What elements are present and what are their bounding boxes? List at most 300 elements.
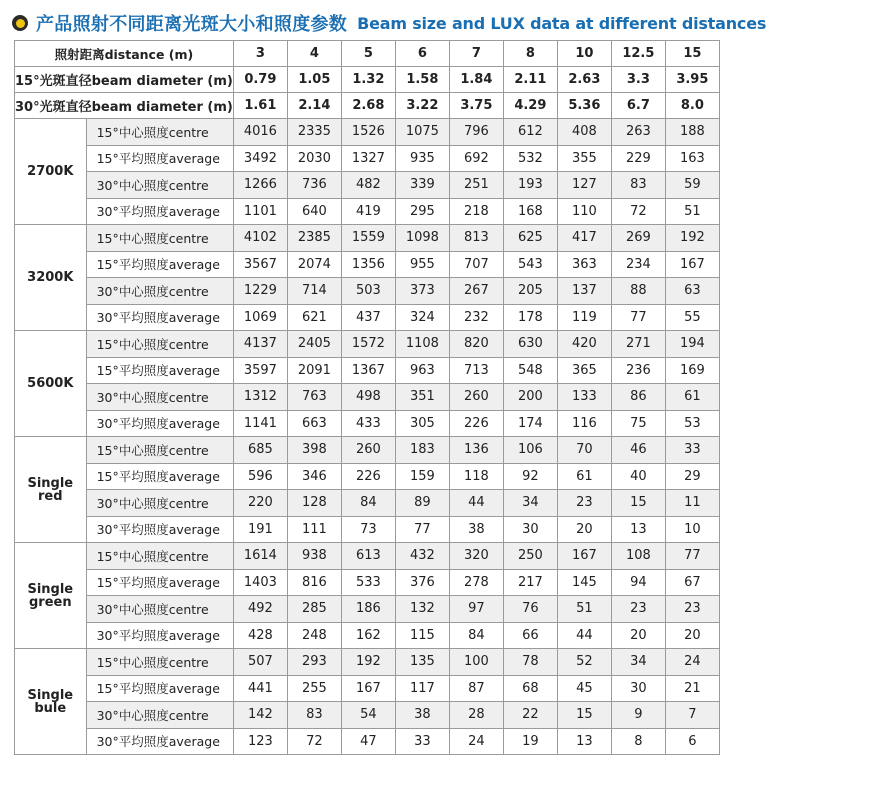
lux-value-cell: 1614 (233, 543, 287, 570)
lux-value-cell: 191 (233, 516, 287, 543)
lux-value-cell: 84 (449, 622, 503, 649)
lux-value-cell: 533 (341, 569, 395, 596)
lux-value-cell: 46 (611, 437, 665, 464)
lux-value-cell: 613 (341, 543, 395, 570)
group-label: 3200K (15, 225, 87, 331)
title-chinese: 产品照射不同距离光斑大小和照度参数 (36, 14, 348, 35)
lux-data-table (14, 40, 720, 755)
lux-row-label: 15°中心照度centre (86, 543, 233, 570)
lux-row-label: 15°中心照度centre (86, 119, 233, 146)
lux-value-cell: 194 (665, 331, 719, 358)
lux-value-cell: 8 (611, 728, 665, 755)
bullet-dot-icon (12, 15, 28, 31)
lux-value-cell: 1403 (233, 569, 287, 596)
lux-row-label: 15°平均照度average (86, 145, 233, 172)
lux-value-cell: 6 (665, 728, 719, 755)
lux-value-cell: 1098 (395, 225, 449, 252)
beam-diameter-cell: 3.95 (665, 67, 719, 93)
lux-value-cell: 714 (287, 278, 341, 305)
lux-row-label: 30°平均照度average (86, 516, 233, 543)
lux-value-cell: 15 (557, 702, 611, 729)
lux-value-cell: 736 (287, 172, 341, 199)
lux-value-cell: 796 (449, 119, 503, 146)
lux-row (15, 145, 720, 172)
lux-value-cell: 1526 (341, 119, 395, 146)
beam-diameter-cell: 1.61 (233, 93, 287, 119)
lux-value-cell: 135 (395, 649, 449, 676)
lux-value-cell: 70 (557, 437, 611, 464)
lux-value-cell: 123 (233, 728, 287, 755)
group-label: Single red (15, 437, 87, 543)
lux-value-cell: 305 (395, 410, 449, 437)
beam-diameter-cell: 2.63 (557, 67, 611, 93)
lux-value-cell: 136 (449, 437, 503, 464)
lux-value-cell: 816 (287, 569, 341, 596)
lux-value-cell: 503 (341, 278, 395, 305)
lux-row-label: 30°中心照度centre (86, 278, 233, 305)
lux-value-cell: 133 (557, 384, 611, 411)
beam-diameter-cell: 4.29 (503, 93, 557, 119)
lux-row (15, 490, 720, 517)
lux-value-cell: 685 (233, 437, 287, 464)
lux-value-cell: 118 (449, 463, 503, 490)
lux-value-cell: 4016 (233, 119, 287, 146)
lux-value-cell: 3597 (233, 357, 287, 384)
beam-diameter-row (15, 67, 720, 93)
lux-value-cell: 441 (233, 675, 287, 702)
beam-diameter-label: 15°光斑直径beam diameter (m) (15, 67, 234, 93)
lux-value-cell: 1327 (341, 145, 395, 172)
lux-value-cell: 38 (449, 516, 503, 543)
lux-value-cell: 532 (503, 145, 557, 172)
lux-value-cell: 61 (665, 384, 719, 411)
header-distance-cell: 5 (341, 41, 395, 67)
lux-value-cell: 373 (395, 278, 449, 305)
header-distance-cell: 3 (233, 41, 287, 67)
lux-value-cell: 4102 (233, 225, 287, 252)
beam-diameter-label: 30°光斑直径beam diameter (m) (15, 93, 234, 119)
lux-row (15, 543, 720, 570)
lux-value-cell: 663 (287, 410, 341, 437)
lux-row (15, 384, 720, 411)
lux-value-cell: 108 (611, 543, 665, 570)
lux-value-cell: 260 (449, 384, 503, 411)
lux-value-cell: 229 (611, 145, 665, 172)
lux-value-cell: 192 (341, 649, 395, 676)
lux-value-cell: 23 (557, 490, 611, 517)
lux-value-cell: 263 (611, 119, 665, 146)
lux-value-cell: 417 (557, 225, 611, 252)
lux-value-cell: 1356 (341, 251, 395, 278)
lux-value-cell: 116 (557, 410, 611, 437)
lux-value-cell: 820 (449, 331, 503, 358)
lux-value-cell: 938 (287, 543, 341, 570)
lux-value-cell: 2091 (287, 357, 341, 384)
lux-value-cell: 163 (665, 145, 719, 172)
lux-value-cell: 34 (503, 490, 557, 517)
lux-value-cell: 33 (395, 728, 449, 755)
lux-value-cell: 955 (395, 251, 449, 278)
lux-value-cell: 24 (449, 728, 503, 755)
lux-row-label: 15°中心照度centre (86, 437, 233, 464)
lux-value-cell: 119 (557, 304, 611, 331)
lux-value-cell: 188 (665, 119, 719, 146)
lux-value-cell: 28 (449, 702, 503, 729)
lux-value-cell: 51 (665, 198, 719, 225)
lux-value-cell: 250 (503, 543, 557, 570)
lux-value-cell: 72 (611, 198, 665, 225)
lux-value-cell: 1312 (233, 384, 287, 411)
lux-value-cell: 220 (233, 490, 287, 517)
lux-value-cell: 115 (395, 622, 449, 649)
lux-value-cell: 192 (665, 225, 719, 252)
lux-value-cell: 178 (503, 304, 557, 331)
lux-value-cell: 76 (503, 596, 557, 623)
lux-value-cell: 167 (557, 543, 611, 570)
lux-row (15, 198, 720, 225)
lux-value-cell: 285 (287, 596, 341, 623)
lux-value-cell: 1101 (233, 198, 287, 225)
lux-value-cell: 278 (449, 569, 503, 596)
lux-row (15, 251, 720, 278)
lux-value-cell: 183 (395, 437, 449, 464)
lux-value-cell: 169 (665, 357, 719, 384)
header-distance-cell: 6 (395, 41, 449, 67)
lux-value-cell: 1229 (233, 278, 287, 305)
lux-value-cell: 226 (449, 410, 503, 437)
lux-value-cell: 40 (611, 463, 665, 490)
lux-value-cell: 33 (665, 437, 719, 464)
lux-row-label: 30°平均照度average (86, 410, 233, 437)
lux-value-cell: 75 (611, 410, 665, 437)
lux-value-cell: 20 (557, 516, 611, 543)
lux-value-cell: 78 (503, 649, 557, 676)
lux-value-cell: 24 (665, 649, 719, 676)
lux-value-cell: 2405 (287, 331, 341, 358)
lux-row-label: 30°中心照度centre (86, 596, 233, 623)
lux-row-label: 30°平均照度average (86, 622, 233, 649)
lux-value-cell: 935 (395, 145, 449, 172)
lux-value-cell: 87 (449, 675, 503, 702)
lux-value-cell: 226 (341, 463, 395, 490)
lux-value-cell: 29 (665, 463, 719, 490)
lux-value-cell: 77 (395, 516, 449, 543)
lux-value-cell: 625 (503, 225, 557, 252)
lux-row-label: 15°平均照度average (86, 251, 233, 278)
lux-value-cell: 376 (395, 569, 449, 596)
lux-value-cell: 498 (341, 384, 395, 411)
lux-value-cell: 630 (503, 331, 557, 358)
lux-value-cell: 167 (341, 675, 395, 702)
lux-value-cell: 193 (503, 172, 557, 199)
beam-diameter-cell: 3.22 (395, 93, 449, 119)
beam-diameter-cell: 0.79 (233, 67, 287, 93)
lux-value-cell: 482 (341, 172, 395, 199)
header-distance-cell: 15 (665, 41, 719, 67)
lux-row (15, 728, 720, 755)
lux-value-cell: 97 (449, 596, 503, 623)
header-distance-label: 照射距离distance (m) (15, 41, 234, 67)
lux-value-cell: 63 (665, 278, 719, 305)
lux-value-cell: 84 (341, 490, 395, 517)
lux-value-cell: 11 (665, 490, 719, 517)
lux-row-label: 30°平均照度average (86, 198, 233, 225)
lux-value-cell: 543 (503, 251, 557, 278)
lux-value-cell: 9 (611, 702, 665, 729)
lux-value-cell: 59 (665, 172, 719, 199)
lux-value-cell: 1141 (233, 410, 287, 437)
beam-diameter-cell: 8.0 (665, 93, 719, 119)
lux-value-cell: 234 (611, 251, 665, 278)
lux-value-cell: 408 (557, 119, 611, 146)
group-label: 2700K (15, 119, 87, 225)
lux-value-cell: 44 (557, 622, 611, 649)
lux-value-cell: 437 (341, 304, 395, 331)
lux-value-cell: 596 (233, 463, 287, 490)
beam-diameter-cell: 2.14 (287, 93, 341, 119)
lux-value-cell: 117 (395, 675, 449, 702)
lux-row-label: 15°平均照度average (86, 463, 233, 490)
lux-value-cell: 168 (503, 198, 557, 225)
lux-value-cell: 142 (233, 702, 287, 729)
lux-value-cell: 355 (557, 145, 611, 172)
lux-value-cell: 67 (665, 569, 719, 596)
lux-value-cell: 2030 (287, 145, 341, 172)
lux-value-cell: 346 (287, 463, 341, 490)
lux-value-cell: 217 (503, 569, 557, 596)
lux-value-cell: 22 (503, 702, 557, 729)
lux-value-cell: 4137 (233, 331, 287, 358)
lux-value-cell: 640 (287, 198, 341, 225)
lux-value-cell: 30 (503, 516, 557, 543)
lux-value-cell: 398 (287, 437, 341, 464)
lux-value-cell: 271 (611, 331, 665, 358)
lux-value-cell: 293 (287, 649, 341, 676)
lux-value-cell: 83 (287, 702, 341, 729)
lux-value-cell: 232 (449, 304, 503, 331)
lux-value-cell: 363 (557, 251, 611, 278)
lux-value-cell: 1108 (395, 331, 449, 358)
lux-value-cell: 45 (557, 675, 611, 702)
lux-value-cell: 88 (611, 278, 665, 305)
lux-value-cell: 713 (449, 357, 503, 384)
lux-row-label: 30°中心照度centre (86, 384, 233, 411)
lux-value-cell: 110 (557, 198, 611, 225)
lux-row (15, 463, 720, 490)
beam-diameter-cell: 5.36 (557, 93, 611, 119)
group-label: Single bule (15, 649, 87, 755)
lux-value-cell: 100 (449, 649, 503, 676)
lux-value-cell: 15 (611, 490, 665, 517)
lux-value-cell: 20 (665, 622, 719, 649)
lux-value-cell: 1559 (341, 225, 395, 252)
lux-value-cell: 707 (449, 251, 503, 278)
lux-value-cell: 23 (665, 596, 719, 623)
lux-value-cell: 295 (395, 198, 449, 225)
lux-value-cell: 200 (503, 384, 557, 411)
lux-value-cell: 55 (665, 304, 719, 331)
lux-value-cell: 3567 (233, 251, 287, 278)
lux-value-cell: 77 (665, 543, 719, 570)
lux-value-cell: 1266 (233, 172, 287, 199)
lux-value-cell: 621 (287, 304, 341, 331)
lux-row (15, 119, 720, 146)
lux-value-cell: 351 (395, 384, 449, 411)
lux-value-cell: 51 (557, 596, 611, 623)
lux-value-cell: 162 (341, 622, 395, 649)
lux-value-cell: 83 (611, 172, 665, 199)
lux-row-label: 15°平均照度average (86, 675, 233, 702)
lux-row-label: 15°中心照度centre (86, 225, 233, 252)
lux-value-cell: 205 (503, 278, 557, 305)
lux-value-cell: 72 (287, 728, 341, 755)
lux-row-label: 30°中心照度centre (86, 490, 233, 517)
lux-value-cell: 255 (287, 675, 341, 702)
lux-value-cell: 47 (341, 728, 395, 755)
lux-row (15, 622, 720, 649)
lux-value-cell: 137 (557, 278, 611, 305)
lux-row-label: 15°平均照度average (86, 569, 233, 596)
lux-value-cell: 159 (395, 463, 449, 490)
lux-value-cell: 132 (395, 596, 449, 623)
beam-diameter-row (15, 93, 720, 119)
lux-value-cell: 94 (611, 569, 665, 596)
lux-value-cell: 251 (449, 172, 503, 199)
beam-diameter-cell: 3.3 (611, 67, 665, 93)
lux-value-cell: 248 (287, 622, 341, 649)
lux-value-cell: 432 (395, 543, 449, 570)
lux-value-cell: 52 (557, 649, 611, 676)
lux-value-cell: 492 (233, 596, 287, 623)
lux-value-cell: 218 (449, 198, 503, 225)
lux-value-cell: 167 (665, 251, 719, 278)
lux-value-cell: 128 (287, 490, 341, 517)
lux-value-cell: 145 (557, 569, 611, 596)
lux-value-cell: 186 (341, 596, 395, 623)
beam-diameter-cell: 6.7 (611, 93, 665, 119)
lux-value-cell: 1572 (341, 331, 395, 358)
lux-value-cell: 53 (665, 410, 719, 437)
lux-value-cell: 19 (503, 728, 557, 755)
lux-row (15, 596, 720, 623)
lux-value-cell: 23 (611, 596, 665, 623)
lux-value-cell: 106 (503, 437, 557, 464)
lux-row-label: 30°平均照度average (86, 304, 233, 331)
group-label: 5600K (15, 331, 87, 437)
lux-value-cell: 433 (341, 410, 395, 437)
lux-value-cell: 612 (503, 119, 557, 146)
lux-value-cell: 34 (611, 649, 665, 676)
beam-diameter-cell: 2.11 (503, 67, 557, 93)
lux-value-cell: 548 (503, 357, 557, 384)
header-distance-cell: 10 (557, 41, 611, 67)
lux-value-cell: 54 (341, 702, 395, 729)
lux-value-cell: 763 (287, 384, 341, 411)
lux-value-cell: 2385 (287, 225, 341, 252)
header-distance-cell: 7 (449, 41, 503, 67)
lux-value-cell: 692 (449, 145, 503, 172)
lux-value-cell: 92 (503, 463, 557, 490)
lux-value-cell: 419 (341, 198, 395, 225)
lux-row (15, 649, 720, 676)
lux-value-cell: 1367 (341, 357, 395, 384)
lux-row-label: 15°平均照度average (86, 357, 233, 384)
lux-row-label: 30°中心照度centre (86, 172, 233, 199)
lux-value-cell: 21 (665, 675, 719, 702)
beam-diameter-cell: 1.05 (287, 67, 341, 93)
lux-row (15, 331, 720, 358)
lux-value-cell: 260 (341, 437, 395, 464)
lux-value-cell: 61 (557, 463, 611, 490)
lux-value-cell: 236 (611, 357, 665, 384)
lux-row-label: 15°中心照度centre (86, 649, 233, 676)
lux-value-cell: 813 (449, 225, 503, 252)
lux-row (15, 675, 720, 702)
title-english: Beam size and LUX data at different distances (357, 13, 767, 33)
lux-value-cell: 89 (395, 490, 449, 517)
lux-row (15, 437, 720, 464)
lux-value-cell: 1069 (233, 304, 287, 331)
lux-row (15, 172, 720, 199)
lux-value-cell: 339 (395, 172, 449, 199)
header-row (15, 41, 720, 67)
lux-value-cell: 324 (395, 304, 449, 331)
header-distance-cell: 8 (503, 41, 557, 67)
lux-value-cell: 267 (449, 278, 503, 305)
lux-value-cell: 73 (341, 516, 395, 543)
lux-row (15, 278, 720, 305)
lux-value-cell: 30 (611, 675, 665, 702)
lux-row (15, 410, 720, 437)
beam-diameter-cell: 3.75 (449, 93, 503, 119)
lux-value-cell: 13 (611, 516, 665, 543)
title-bar (12, 9, 766, 37)
lux-value-cell: 174 (503, 410, 557, 437)
lux-value-cell: 127 (557, 172, 611, 199)
beam-diameter-cell: 1.84 (449, 67, 503, 93)
lux-value-cell: 13 (557, 728, 611, 755)
lux-row-label: 30°中心照度centre (86, 702, 233, 729)
lux-row (15, 516, 720, 543)
beam-diameter-cell: 2.68 (341, 93, 395, 119)
beam-diameter-cell: 1.58 (395, 67, 449, 93)
lux-value-cell: 320 (449, 543, 503, 570)
lux-row (15, 569, 720, 596)
lux-row (15, 357, 720, 384)
lux-value-cell: 44 (449, 490, 503, 517)
lux-value-cell: 269 (611, 225, 665, 252)
lux-value-cell: 77 (611, 304, 665, 331)
lux-value-cell: 111 (287, 516, 341, 543)
lux-value-cell: 1075 (395, 119, 449, 146)
lux-value-cell: 428 (233, 622, 287, 649)
group-label: Single green (15, 543, 87, 649)
header-distance-cell: 12.5 (611, 41, 665, 67)
lux-value-cell: 38 (395, 702, 449, 729)
lux-value-cell: 7 (665, 702, 719, 729)
lux-row (15, 702, 720, 729)
lux-value-cell: 507 (233, 649, 287, 676)
beam-diameter-cell: 1.32 (341, 67, 395, 93)
lux-row-label: 15°中心照度centre (86, 331, 233, 358)
lux-value-cell: 365 (557, 357, 611, 384)
lux-row (15, 225, 720, 252)
lux-value-cell: 20 (611, 622, 665, 649)
header-distance-cell: 4 (287, 41, 341, 67)
lux-row (15, 304, 720, 331)
lux-value-cell: 68 (503, 675, 557, 702)
lux-value-cell: 2335 (287, 119, 341, 146)
